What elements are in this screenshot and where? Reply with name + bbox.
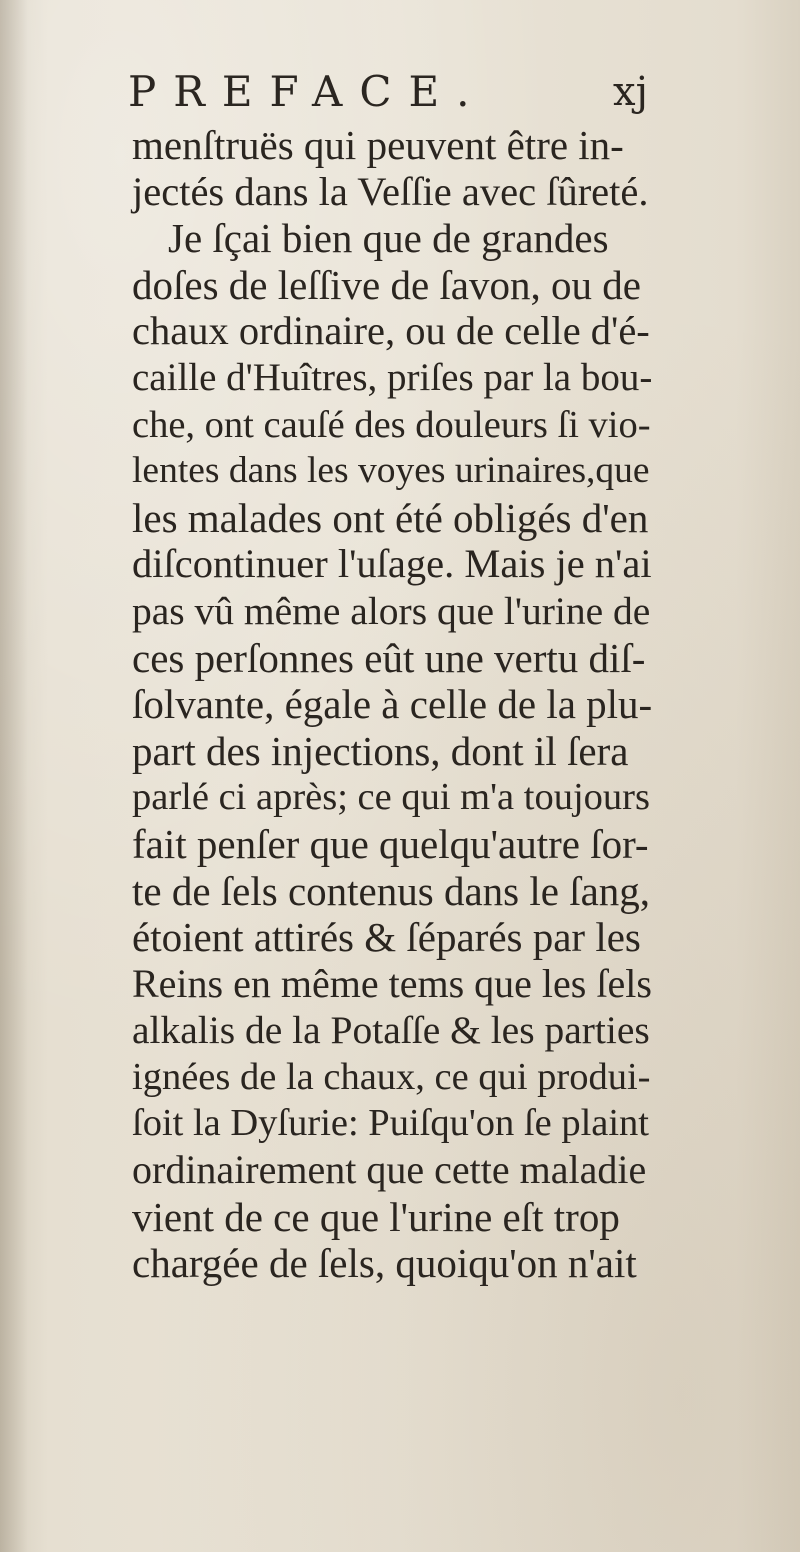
text-line: étoient attirés & ſéparés par les (132, 914, 641, 961)
text-line: fait penſer que quelqu'autre ſor- (132, 820, 649, 867)
text-line: chaux ordinaire, ou de celle d'é- (132, 308, 650, 354)
text-line: ſoit la Dyſurie: Puiſqu'on ſe plaint (132, 1102, 650, 1145)
text-line: vient de ce que l'urine eſt trop (132, 1193, 620, 1240)
text-line: alkalis de la Potaſſe & les parties (132, 1008, 650, 1053)
text-line: ces perſonnes eût une vertu diſ- (132, 634, 646, 681)
text-line: ordinairement que cette maladie (132, 1147, 647, 1193)
text-line: lentes dans les voyes urinaires,que (132, 450, 650, 492)
text-line: part des injections, dont il ſera (132, 727, 629, 774)
text-line: ſolvante, égale à celle de la plu- (132, 681, 653, 728)
text-line: jectés dans la Veſſie avec ſûreté. (132, 168, 649, 214)
body-text (132, 122, 652, 1287)
text-line: che, ont cauſé des douleurs ſi vio- (132, 403, 651, 446)
text-line: chargée de ſels, quoiqu'on n'ait (132, 1240, 637, 1287)
text-line: diſcontinuer l'uſage. Mais je n'ai (132, 541, 652, 587)
text-line: Reins en même tems que les ſels (132, 960, 652, 1006)
text-line: ignées de la chaux, ce qui produi- (132, 1055, 651, 1098)
text-line: parlé ci après; ce qui m'a toujours (132, 776, 650, 819)
page-header (128, 66, 648, 118)
binding-shadow (0, 0, 28, 1552)
text-line: te de ſels contenus dans le ſang, (132, 867, 651, 914)
text-line: caille d'Huîtres, priſes par la bou- (132, 355, 653, 399)
page-number: xj (613, 69, 648, 115)
text-line: pas vû même alors que l'urine de (132, 588, 651, 633)
text-line: Je ſçai bien que de grandes (168, 215, 609, 262)
running-title: PREFACE. (128, 67, 487, 116)
text-line: doſes de leſſive de ſavon, ou de (132, 261, 641, 308)
text-line: les malades ont été obligés d'en (132, 494, 649, 541)
text-line: menſtruës qui peuvent être in- (132, 122, 624, 168)
